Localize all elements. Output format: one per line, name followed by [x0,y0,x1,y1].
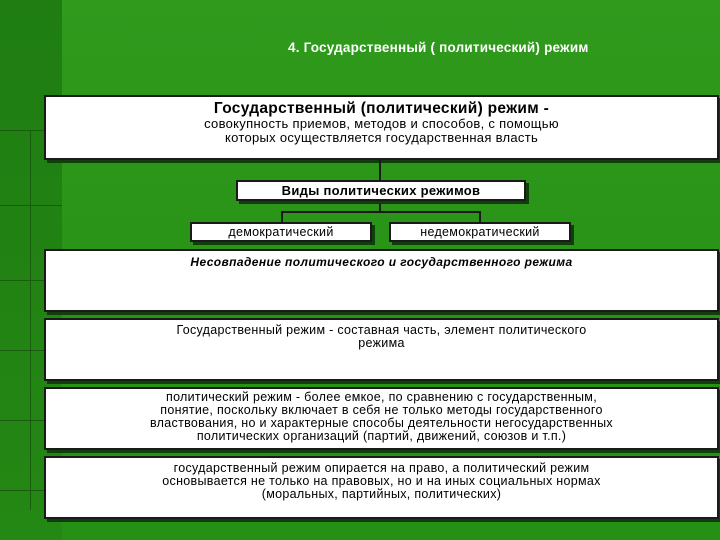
point-line: Государственный режим - составная часть, элемент политического [176,323,587,337]
definition-line: совокупность приемов, методов и способов, с помощью [204,116,559,131]
definition-heading: Государственный (политический) режим - [213,100,550,117]
democratic-label: демократический [228,225,334,239]
point-box-2 [44,387,719,450]
definition-box [44,95,719,160]
point-line: политических организаций (партий, движений, союзов и т.п.) [196,429,567,443]
connector-line [281,211,481,213]
connector-line [479,211,481,222]
mismatch-heading: Несовпадение политического и государственного режима [190,255,573,269]
point-line: понятие, поскольку включает в себя не только методы государственного [160,403,603,417]
democratic-box [190,222,372,242]
decorative-rule [0,205,62,206]
slide-title: 4. Государственный ( политический) режим [288,40,589,55]
connector-line [281,211,283,222]
point-box-3 [44,456,719,519]
types-heading-box [236,180,526,201]
point-box-1 [44,318,719,381]
mismatch-box [44,249,719,312]
nondemocratic-box [389,222,571,242]
definition-line: которых осуществляется государственная власть [224,130,539,145]
connector-line [379,160,381,180]
point-line: государственный режим опирается на право, а политический режим [173,461,590,475]
point-line: (моральных, партийных, политических) [261,487,502,501]
point-line: режима [358,336,405,350]
types-heading: Виды политических режимов [281,183,481,198]
point-line: основывается не только на правовых, но и на иных социальных нормах [162,474,601,488]
point-line: властвования, но и характерные способы деятельности негосударственных [150,416,613,430]
left-decorative-line [30,130,31,510]
point-line: политический режим - более емкое, по сравнению с государственным, [166,390,597,404]
nondemocratic-label: недемократический [420,225,540,239]
